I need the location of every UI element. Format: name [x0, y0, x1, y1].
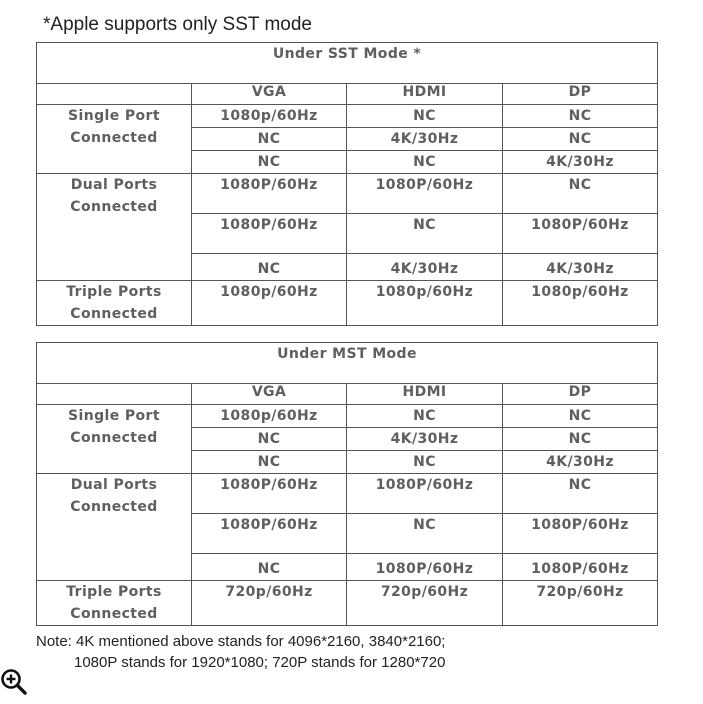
table-cell: NC: [347, 105, 503, 128]
resolution-note-line1: Note: 4K mentioned above stands for 4096*2160, 3840*2160;: [36, 633, 446, 650]
col-header-vga: VGA: [192, 84, 347, 105]
table-cell: 4K/30Hz: [503, 451, 658, 474]
table-cell: NC: [503, 405, 658, 428]
table-cell: 1080P/60Hz: [192, 474, 347, 514]
table-cell: NC: [503, 428, 658, 451]
col-header-dp: DP: [503, 84, 658, 105]
row-label-line: Connected: [70, 606, 158, 622]
col-header-hdmi: HDMI: [347, 84, 503, 105]
mst-table-title: Under MST Mode: [37, 343, 658, 384]
row-label-line: Connected: [70, 306, 158, 322]
table-cell: 720p/60Hz: [192, 581, 347, 626]
table-cell: NC: [192, 451, 347, 474]
table-cell: 1080P/60Hz: [347, 174, 503, 214]
row-label-line: Triple Ports: [66, 584, 162, 600]
row-label-line: Single Port: [68, 408, 160, 424]
row-label-line: Triple Ports: [66, 284, 162, 300]
row-label-dual: [37, 174, 192, 281]
table-cell: NC: [503, 174, 658, 214]
row-label-line: Connected: [70, 199, 158, 215]
table-cell: 1080P/60Hz: [503, 214, 658, 254]
sst-table-title: Under SST Mode *: [37, 43, 658, 84]
table-cell: NC: [192, 254, 347, 281]
table-cell: 1080P/60Hz: [192, 514, 347, 554]
table-cell: NC: [503, 105, 658, 128]
col-header-hdmi: HDMI: [347, 384, 503, 405]
table-cell: 1080p/60Hz: [192, 105, 347, 128]
table-cell: NC: [347, 214, 503, 254]
table-cell: NC: [192, 554, 347, 581]
row-label-triple: [37, 581, 192, 626]
table-cell: NC: [192, 151, 347, 174]
row-label-triple: [37, 281, 192, 326]
table-cell: NC: [347, 151, 503, 174]
table-cell: 1080p/60Hz: [503, 281, 658, 326]
row-label-single: [37, 405, 192, 474]
col-header-vga: VGA: [192, 384, 347, 405]
row-label-single: [37, 105, 192, 174]
row-label-line: Dual Ports: [70, 477, 158, 493]
header-corner: [37, 384, 192, 405]
row-label-line: Connected: [70, 130, 158, 146]
table-cell: 1080P/60Hz: [192, 214, 347, 254]
resolution-note: [36, 631, 445, 673]
sst-mode-table: [36, 42, 658, 326]
table-cell: 4K/30Hz: [503, 151, 658, 174]
table-cell: 1080p/60Hz: [192, 281, 347, 326]
table-cell: 4K/30Hz: [503, 254, 658, 281]
table-cell: 1080P/60Hz: [347, 474, 503, 514]
table-cell: 4K/30Hz: [347, 128, 503, 151]
table-cell: NC: [503, 474, 658, 514]
table-cell: 4K/30Hz: [347, 428, 503, 451]
row-label-dual: [37, 474, 192, 581]
zoom-in-icon[interactable]: [0, 668, 28, 696]
apple-note: *Apple supports only SST mode: [43, 14, 312, 35]
table-cell: 1080P/60Hz: [347, 554, 503, 581]
mst-mode-table: [36, 342, 658, 626]
table-cell: NC: [503, 128, 658, 151]
table-cell: 720p/60Hz: [347, 581, 503, 626]
header-corner: [37, 84, 192, 105]
resolution-note-line2: 1080P stands for 1920*1080; 720P stands for 1280*720: [74, 654, 446, 671]
col-header-dp: DP: [503, 384, 658, 405]
row-label-line: Connected: [70, 499, 158, 515]
table-cell: NC: [347, 405, 503, 428]
table-cell: 720p/60Hz: [503, 581, 658, 626]
row-label-line: Connected: [70, 430, 158, 446]
table-cell: 1080P/60Hz: [503, 514, 658, 554]
row-label-line: Dual Ports: [70, 177, 158, 193]
row-label-line: Single Port: [68, 108, 160, 124]
table-cell: 1080p/60Hz: [192, 405, 347, 428]
table-cell: NC: [192, 428, 347, 451]
table-cell: 4K/30Hz: [347, 254, 503, 281]
table-cell: NC: [192, 128, 347, 151]
table-cell: 1080P/60Hz: [192, 174, 347, 214]
table-cell: NC: [347, 514, 503, 554]
table-cell: 1080p/60Hz: [347, 281, 503, 326]
table-cell: 1080P/60Hz: [503, 554, 658, 581]
table-cell: NC: [347, 451, 503, 474]
